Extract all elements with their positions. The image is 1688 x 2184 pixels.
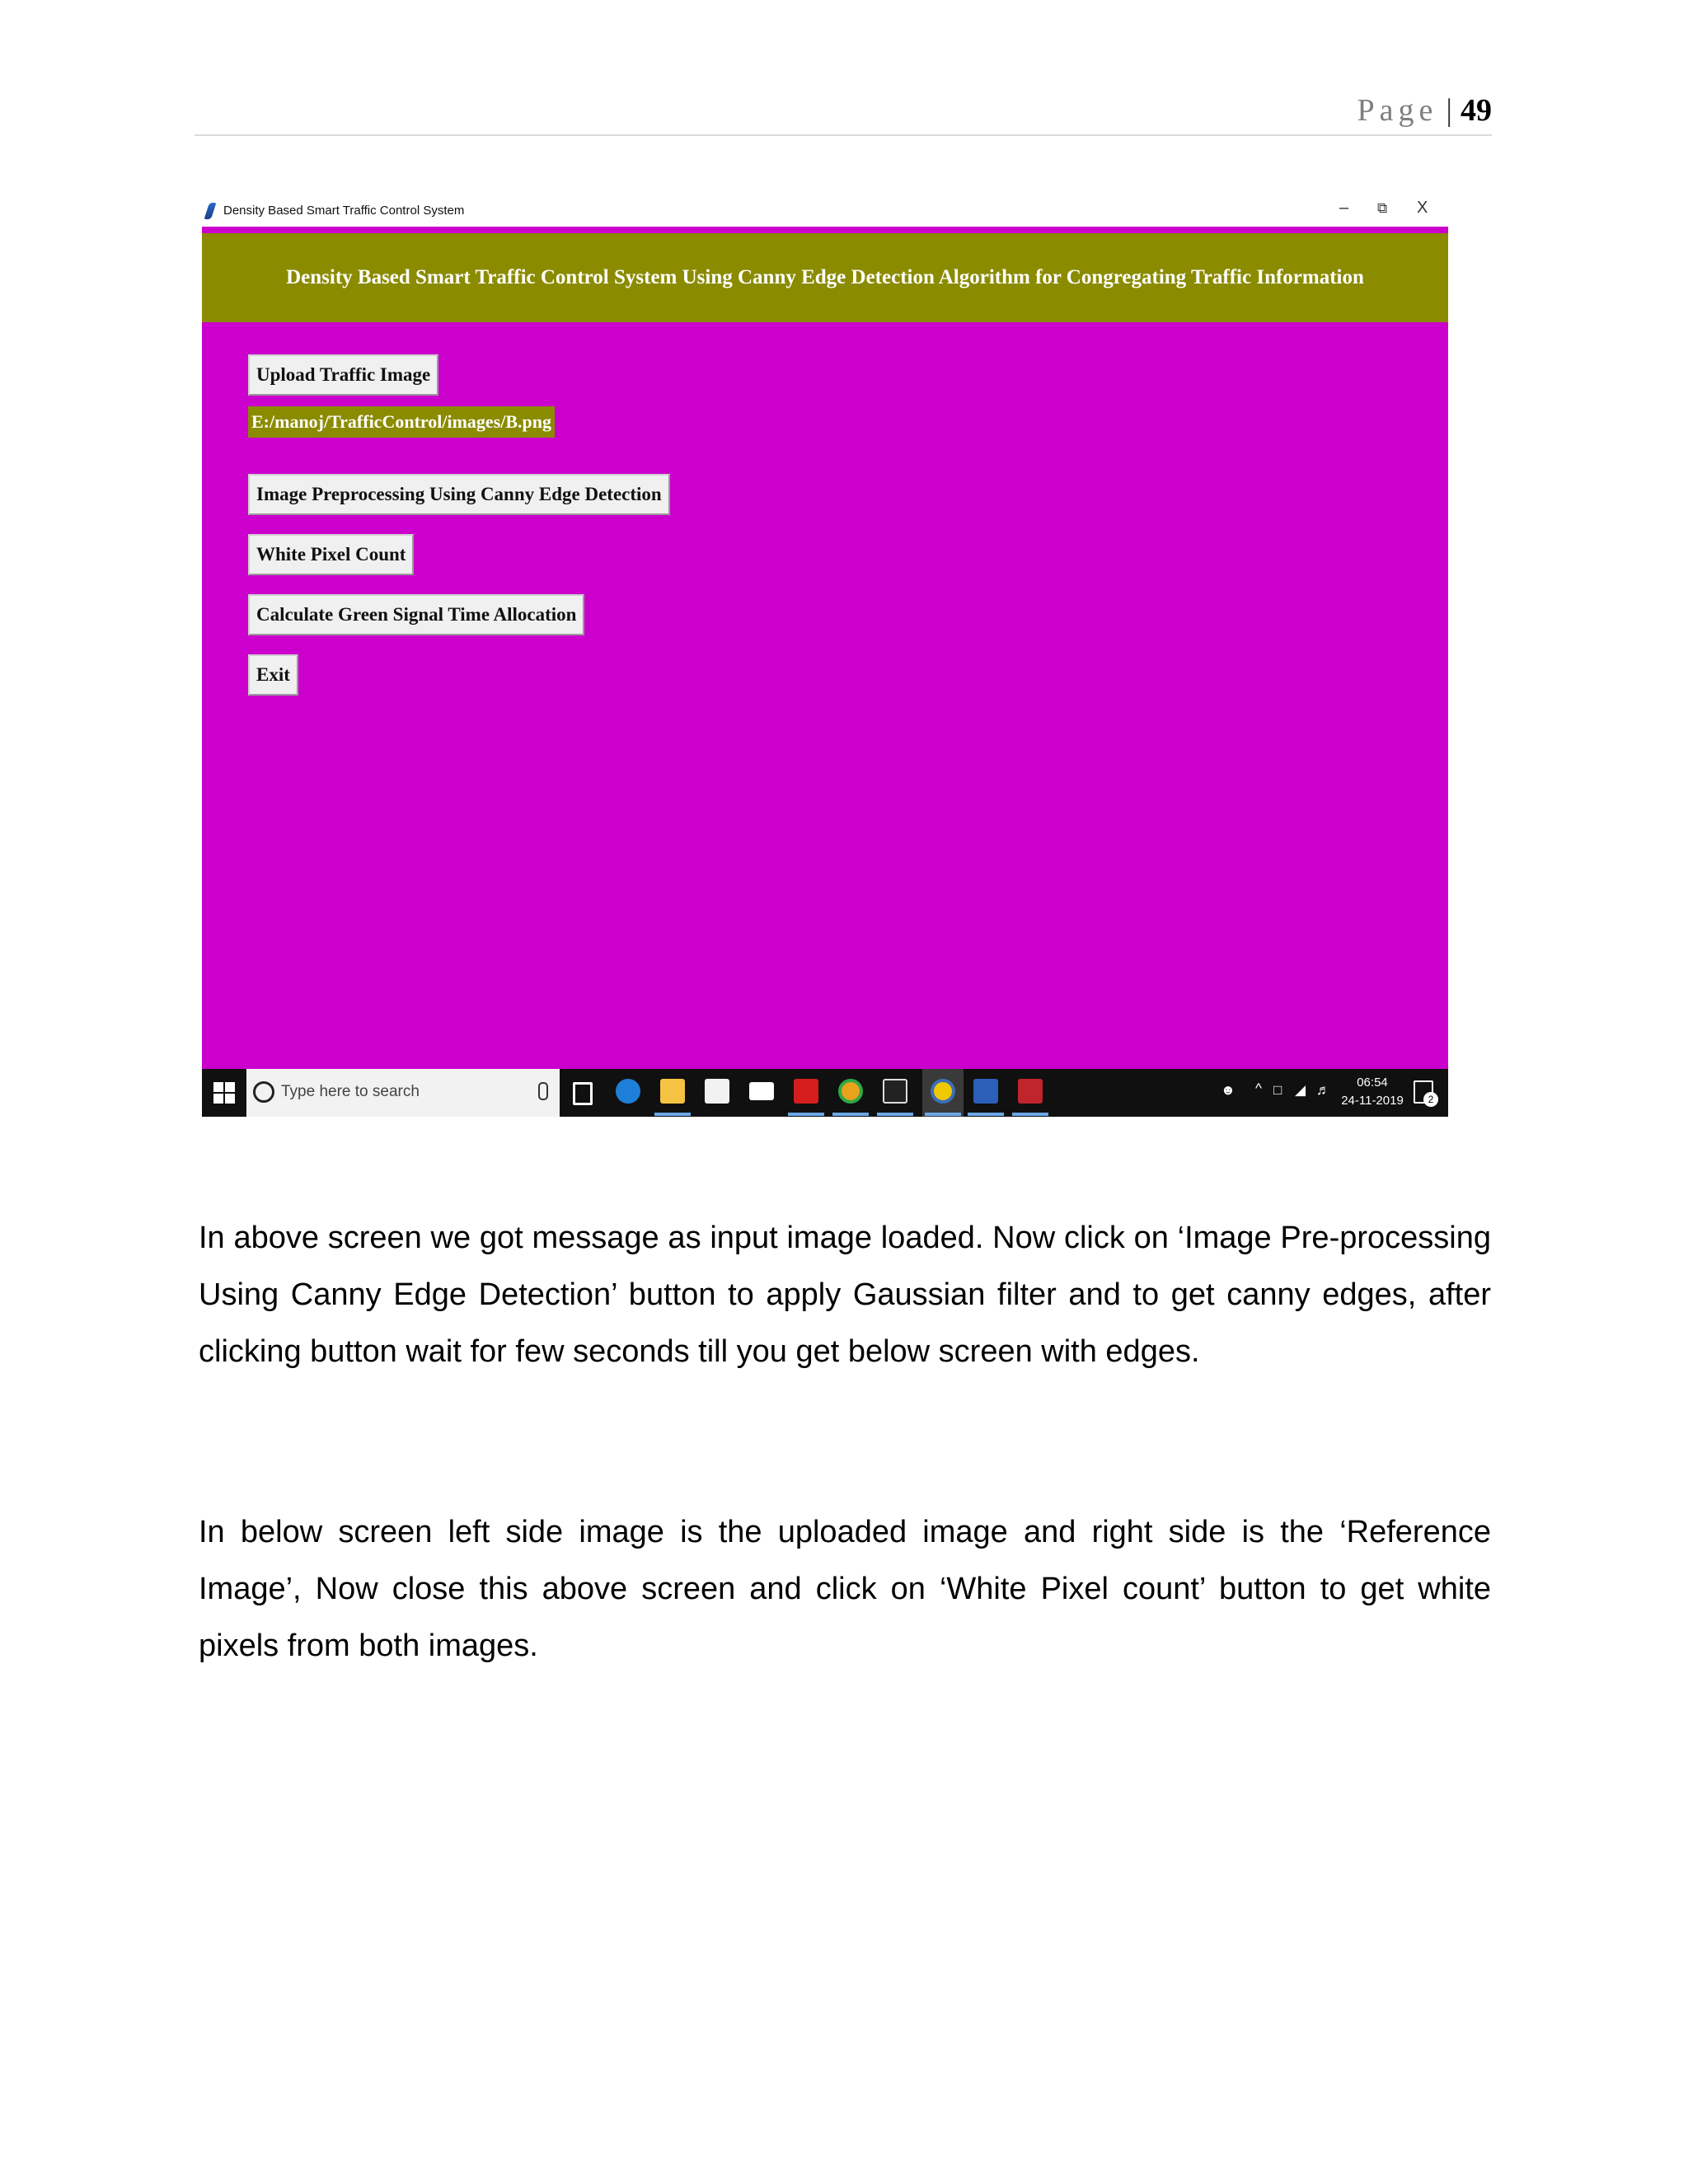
page-word: Page [1357, 93, 1438, 128]
body-paragraph-2: In below screen left side image is the uploaded image and right side is the ‘Reference Image’, Now close this above screen and click on ‘White Pixel count’ button to get white pixels from both images. [199, 1515, 1491, 1663]
windows-taskbar [202, 1069, 1448, 1117]
app-feather-icon [204, 201, 216, 220]
close-button[interactable]: X [1417, 199, 1428, 217]
restore-button[interactable]: ⧉ [1377, 200, 1388, 216]
minimize-button[interactable]: – [1339, 199, 1349, 217]
taskbar-search[interactable] [246, 1069, 560, 1117]
image-path-label: E:/manoj/TrafficControl/images/B.png [248, 406, 555, 438]
task-view-icon[interactable] [573, 1082, 593, 1105]
page-header [195, 92, 1492, 129]
header-rule [195, 134, 1492, 136]
search-placeholder: Type here to search [281, 1083, 420, 1100]
store-icon[interactable] [705, 1079, 729, 1104]
windows-start-icon[interactable] [213, 1082, 235, 1104]
exit-button[interactable]: Exit [248, 654, 298, 696]
green-signal-time-button[interactable]: Calculate Green Signal Time Allocation [248, 594, 584, 635]
wifi-icon[interactable]: ◢ [1295, 1082, 1306, 1098]
white-pixel-count-button[interactable]: White Pixel Count [248, 534, 414, 575]
window-title: Density Based Smart Traffic Control System [223, 204, 465, 218]
upload-traffic-image-button[interactable]: Upload Traffic Image [248, 354, 438, 396]
app-screenshot [202, 194, 1448, 1118]
network-icon[interactable]: □ [1273, 1082, 1282, 1098]
app-title-bar: Density Based Smart Traffic Control System Using Canny Edge Detection Algorithm for Congregating Traffic Information [202, 233, 1448, 322]
python-icon[interactable] [931, 1079, 955, 1104]
body-paragraph-1: In above screen we got message as input image loaded. Now click on ‘Image Pre-processing Using Canny Edge Detection’ button to apply Gaussian filter and to get canny edges, after clicking button wait for few seconds till you get below screen with edges. [199, 1221, 1491, 1369]
terminal-icon[interactable] [883, 1079, 907, 1104]
clock-date: 24-11-2019 [1341, 1094, 1404, 1108]
window-titlebar [202, 194, 1448, 227]
people-icon[interactable]: ☻ [1221, 1082, 1236, 1098]
app-window [202, 227, 1448, 1069]
notification-count: 2 [1423, 1092, 1438, 1107]
chevron-up-icon[interactable]: ^ [1255, 1080, 1262, 1096]
chrome-icon[interactable] [838, 1079, 863, 1104]
acrobat-icon[interactable] [794, 1079, 818, 1104]
acrobat-active [788, 1113, 824, 1116]
edge-icon[interactable] [616, 1079, 640, 1104]
image-preprocessing-button[interactable]: Image Preprocessing Using Canny Edge Detection [248, 474, 670, 515]
file-explorer-active [654, 1113, 691, 1116]
notification-icon[interactable] [1414, 1080, 1433, 1104]
terminal-active [877, 1113, 913, 1116]
app-icon[interactable] [1018, 1079, 1043, 1104]
python-active [925, 1113, 961, 1116]
app-active [1012, 1113, 1048, 1116]
microphone-icon[interactable] [538, 1082, 548, 1100]
word-active [968, 1113, 1004, 1116]
mail-icon[interactable] [749, 1082, 774, 1100]
taskbar-clock[interactable] [1339, 1074, 1405, 1110]
clock-time: 06:54 [1357, 1076, 1388, 1090]
page-separator: | [1446, 93, 1452, 128]
word-icon[interactable] [973, 1079, 998, 1104]
chrome-active [832, 1113, 869, 1116]
search-icon [253, 1081, 274, 1103]
page-number: 49 [1461, 93, 1492, 128]
file-explorer-icon[interactable] [660, 1079, 685, 1104]
volume-icon[interactable]: ♬ [1316, 1082, 1330, 1098]
